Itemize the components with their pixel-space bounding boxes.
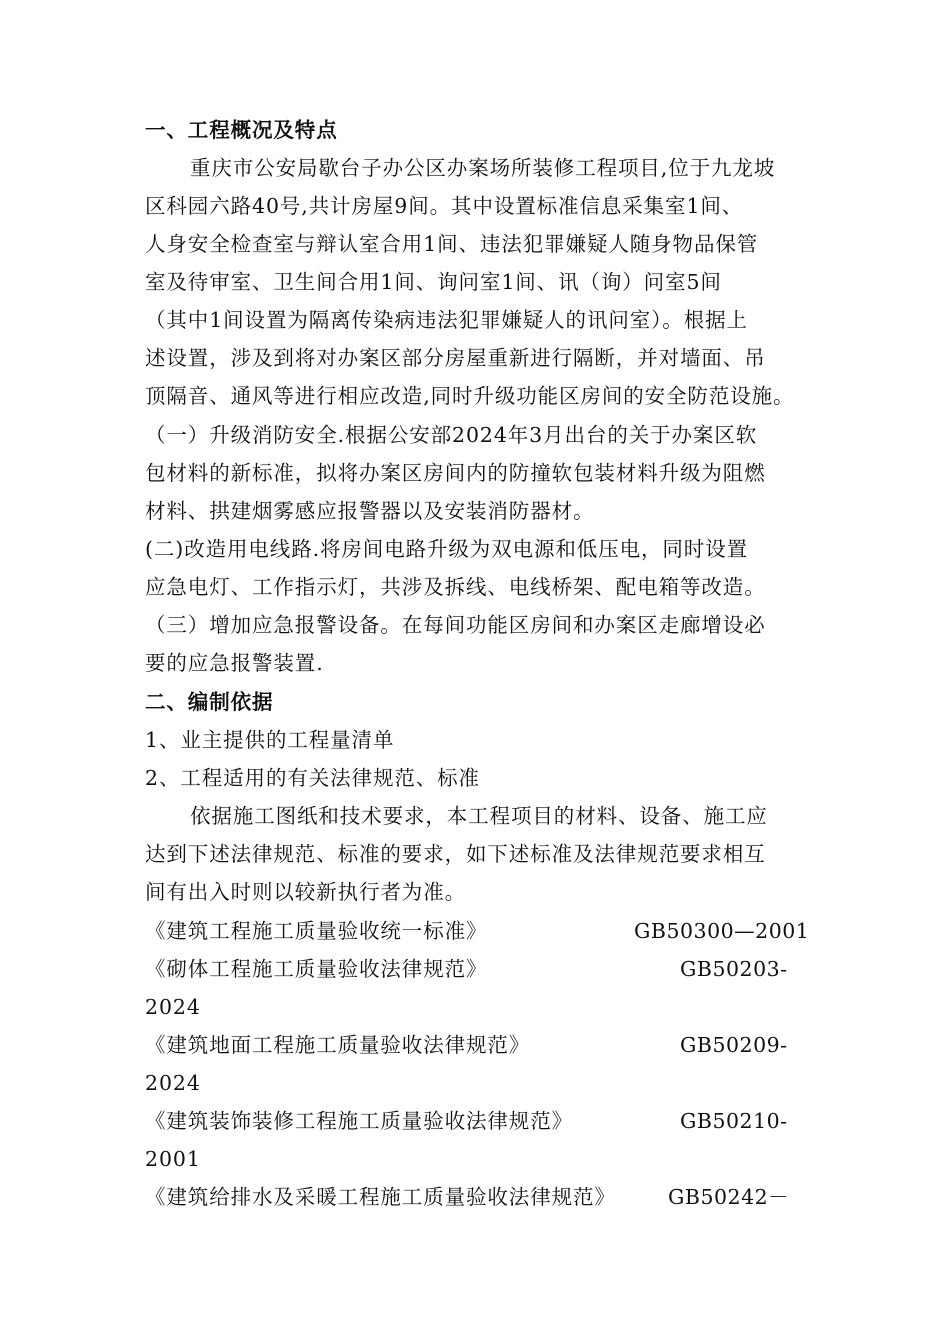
standard-code-continuation: 2024 — [145, 995, 201, 1019]
standard-code: GB50203- — [680, 957, 788, 981]
item-line: 应急电灯、工作指示灯，共涉及拆线、电线桥架、配电箱等改造。 — [145, 575, 766, 599]
paragraph-line: 达到下述法律规范、标准的要求，如下述标准及法律规范要求相互 — [145, 842, 766, 866]
paragraph-line: 间有出入时则以较新执行者为准。 — [145, 880, 466, 904]
section-heading-overview: 一、工程概况及特点 — [145, 118, 338, 142]
item-line: 包材料的新标准，拟将办案区房间内的防撞软包装材料升级为阻燃 — [145, 461, 766, 485]
basis-item: 1、业主提供的工程量清单 — [145, 728, 395, 752]
paragraph-line: 区科园六路40号,共计房屋9间。其中设置标准信息采集室1间、 — [145, 194, 744, 218]
paragraph-line: 室及待审室、卫生间合用1间、询问室1间、讯（询）问室5间 — [145, 270, 722, 294]
paragraph-line: 人身安全检查室与辩认室合用1间、违法犯罪嫌疑人随身物品保管 — [145, 232, 759, 256]
paragraph-line: 依据施工图纸和技术要求，本工程项目的材料、设备、施工应 — [190, 804, 768, 828]
standard-name: 《建筑装饰装修工程施工质量验收法律规范》 — [145, 1109, 573, 1133]
standard-name: 《建筑工程施工质量验收统一标准》 — [145, 919, 488, 943]
standard-name: 《砌体工程施工质量验收法律规范》 — [145, 957, 488, 981]
standard-code-continuation: 2001 — [145, 1147, 201, 1171]
standard-name: 《建筑地面工程施工质量验收法律规范》 — [145, 1033, 531, 1057]
paragraph-line: 重庆市公安局歇台子办公区办案场所装修工程项目,位于九龙坡 — [190, 156, 776, 180]
standard-code: GB50242－ — [668, 1185, 790, 1209]
standard-code: GB50300—2001 — [634, 919, 810, 943]
basis-item: 2、工程适用的有关法律规范、标准 — [145, 766, 480, 790]
item-line: 材料、拱建烟雾感应报警器以及安装消防器材。 — [145, 499, 595, 523]
paragraph-line: 述设置，涉及到将对办案区部分房屋重新进行隔断，并对墙面、吊 — [145, 346, 766, 370]
section-heading-basis: 二、编制依据 — [145, 690, 274, 714]
item-line: (二)改造用电线路.将房间电路升级为双电源和低压电，同时设置 — [145, 537, 749, 561]
paragraph-line: 顶隔音、通风等进行相应改造,同时升级功能区房间的安全防范设施。 — [145, 384, 795, 408]
paragraph-line: （其中1间设置为隔离传染病违法犯罪嫌疑人的讯问室）。根据上 — [145, 308, 748, 332]
standard-name: 《建筑给排水及采暖工程施工质量验收法律规范》 — [145, 1185, 616, 1209]
standard-code-continuation: 2024 — [145, 1071, 201, 1095]
standard-code: GB50209- — [680, 1033, 788, 1057]
item-line: 要的应急报警装置. — [145, 651, 324, 675]
item-line: （一）升级消防安全.根据公安部2024年3月出台的关于办案区软 — [145, 423, 758, 447]
item-line: （三）增加应急报警设备。在每间功能区房间和办案区走廊增设必 — [145, 613, 766, 637]
standard-code: GB50210- — [680, 1109, 788, 1133]
